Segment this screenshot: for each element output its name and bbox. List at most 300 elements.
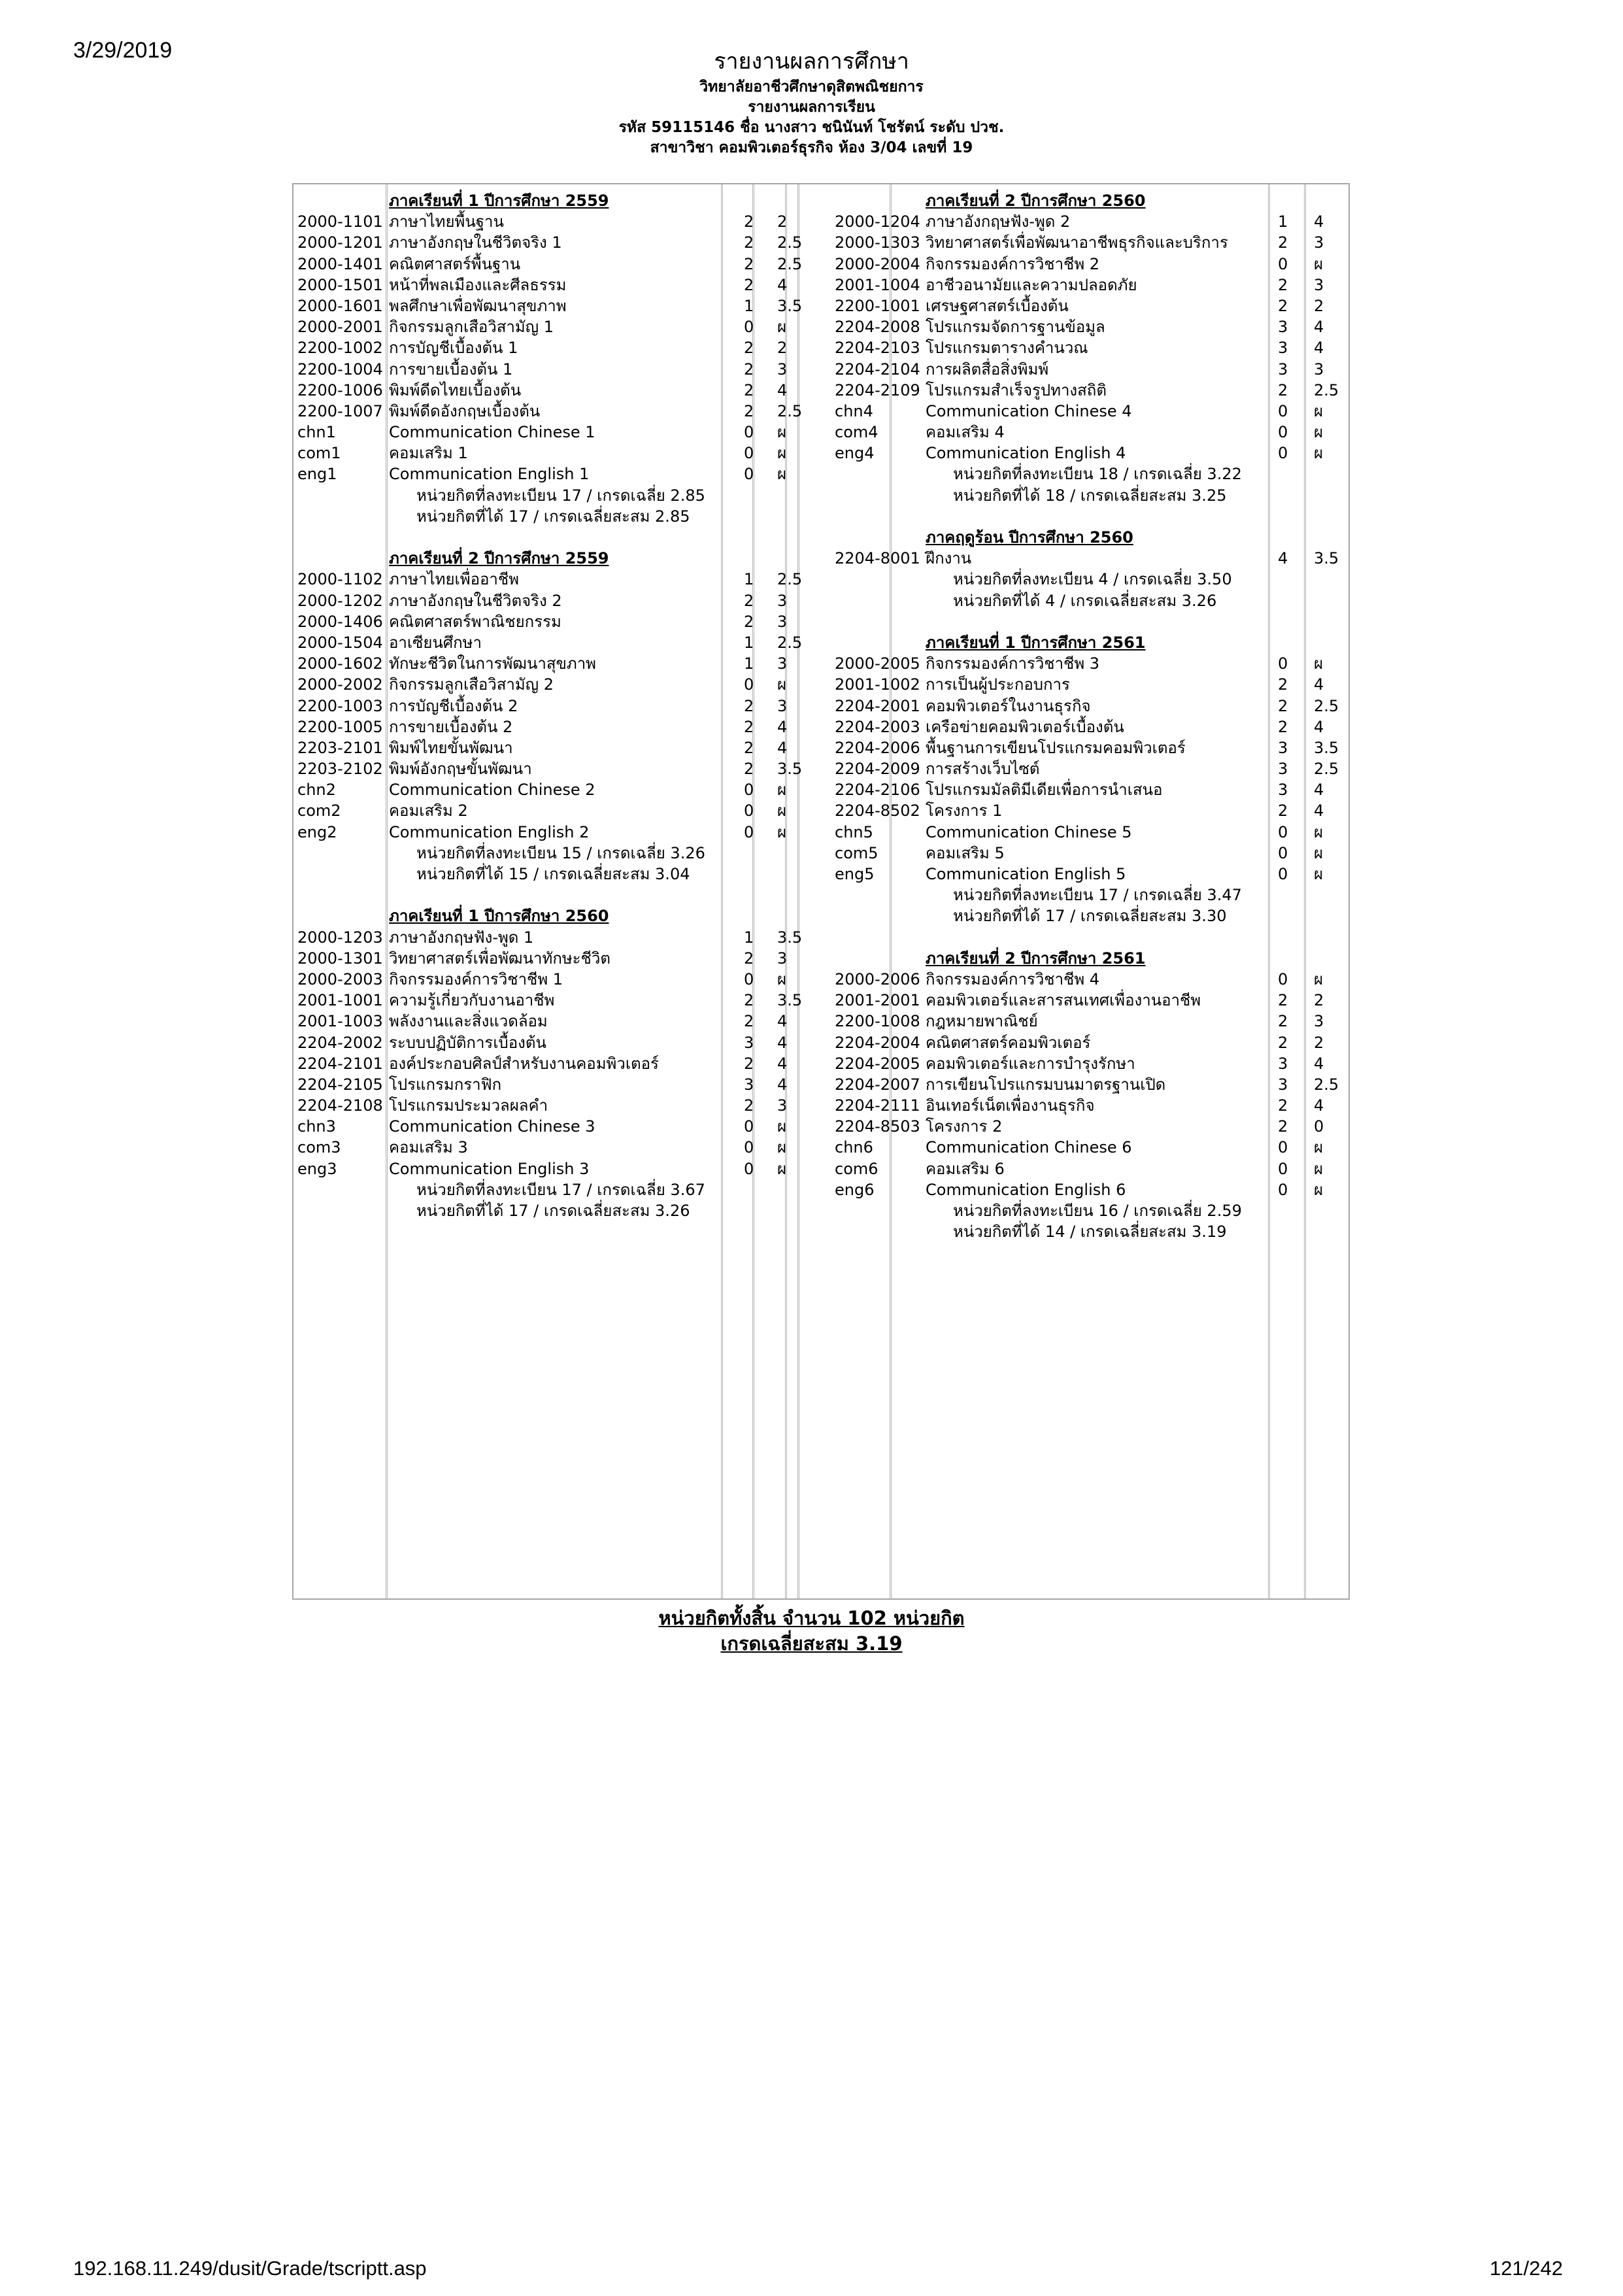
course-grade: 4	[1314, 212, 1324, 231]
course-row	[835, 1053, 1345, 1074]
course-name: พิมพ์ไทยขั้นพัฒนา	[389, 738, 513, 757]
course-grade: 2.5	[1314, 696, 1339, 715]
course-code: eng2	[297, 822, 337, 841]
course-grade: 2.5	[777, 401, 803, 420]
course-grade: 4	[777, 1075, 788, 1094]
course-credit: 2	[744, 401, 754, 420]
course-code: 2000-1406	[297, 612, 383, 631]
semester-title: ภาคเรียนที่ 2 ปีการศึกษา 2560	[926, 192, 1146, 210]
course-name: ภาษาอังกฤษในชีวิตจริง 1	[389, 233, 562, 252]
course-credit: 1	[744, 633, 754, 652]
course-name: คณิตศาสตร์พาณิชยกรรม	[389, 612, 561, 631]
course-grade: 4	[777, 738, 788, 757]
student-line: รหัส 59115146 ชื่อ นางสาว ชนินันท์ โชรัตน์ ระดับ ปวช.	[618, 119, 1005, 136]
transcript-left-column	[297, 190, 807, 1221]
course-name: คณิตศาสตร์คอมพิวเตอร์	[926, 1033, 1091, 1052]
course-name: คอมพิวเตอร์และการบำรุงรักษา	[926, 1054, 1135, 1073]
course-code: 2000-2002	[297, 675, 383, 694]
course-credit: 2	[744, 275, 754, 294]
course-credit: 2	[744, 760, 754, 779]
course-grade: ผ	[1314, 654, 1324, 673]
course-grade: 3	[777, 612, 788, 631]
course-name: พิมพ์ดีดอังกฤษเบื้องต้น	[389, 401, 541, 420]
course-row	[297, 590, 807, 611]
course-grade: 2.5	[1314, 380, 1339, 399]
course-code: 2204-2008	[835, 318, 920, 337]
course-credit: 0	[744, 423, 754, 442]
course-name: การเขียนโปรแกรมบนมาตรฐานเปิด	[926, 1075, 1166, 1094]
course-row	[835, 1032, 1345, 1053]
semester-header	[835, 632, 1345, 653]
course-row	[835, 737, 1345, 758]
course-name: ฝึกงาน	[926, 549, 972, 568]
course-name: อินเทอร์เน็ตเพื่องานธุรกิจ	[926, 1096, 1095, 1115]
course-row	[835, 1011, 1345, 1032]
course-name: Communication Chinese 5	[926, 822, 1132, 841]
summary-text: หน่วยกิตที่ลงทะเบียน 17 / เกรดเฉลี่ย 3.47	[953, 886, 1242, 905]
cumulative-gpa: เกรดเฉลี่ยสะสม 3.19	[720, 1632, 903, 1655]
semester-header	[297, 548, 807, 569]
course-name: Communication English 6	[926, 1180, 1126, 1199]
spacer-row	[835, 506, 1345, 527]
course-row	[297, 316, 807, 337]
course-credit: 0	[1278, 1138, 1288, 1157]
course-grade: 3	[777, 696, 788, 715]
course-credit: 0	[1278, 822, 1288, 841]
course-credit: 2	[1278, 1012, 1288, 1031]
course-name: การบัญชีเบื้องต้น 1	[389, 339, 518, 358]
course-row	[297, 927, 807, 948]
course-row	[835, 1158, 1345, 1179]
course-row	[835, 380, 1345, 401]
course-grade: 3.5	[1314, 738, 1339, 757]
course-grade: 2.5	[777, 254, 803, 273]
course-row	[835, 758, 1345, 779]
course-credit: 0	[744, 465, 754, 484]
course-grade: ผ	[1314, 1138, 1324, 1157]
course-row	[297, 275, 807, 295]
course-grade: 4	[777, 1033, 788, 1052]
course-grade: ผ	[777, 970, 787, 988]
course-name: ภาษาไทยเพื่ออาชีพ	[389, 570, 519, 589]
course-code: 2200-1007	[297, 401, 383, 420]
spacer-row	[297, 527, 807, 548]
course-code: eng6	[835, 1180, 875, 1199]
course-credit: 0	[1278, 654, 1288, 673]
semester-title: ภาคเรียนที่ 1 ปีการศึกษา 2559	[389, 192, 609, 210]
course-row	[297, 696, 807, 717]
course-code: 2000-2005	[835, 654, 920, 673]
course-name: คอมเสริม 4	[926, 423, 1005, 442]
course-credit: 4	[1278, 549, 1288, 568]
course-name: การสร้างเว็บไซต์	[926, 760, 1040, 779]
course-credit: 3	[1278, 781, 1288, 800]
summary-text: หน่วยกิตที่ได้ 17 / เกรดเฉลี่ยสะสม 3.30	[953, 907, 1227, 926]
course-name: ภาษาไทยพื้นฐาน	[389, 212, 504, 231]
course-name: Communication English 5	[926, 865, 1126, 883]
course-code: com2	[297, 802, 341, 820]
course-grade: 4	[777, 1012, 788, 1031]
course-code: com5	[835, 843, 878, 862]
course-grade: ผ	[777, 423, 787, 442]
course-name: ภาษาอังกฤษฟัง-พูด 2	[926, 212, 1071, 231]
course-name: โครงการ 2	[926, 1117, 1003, 1136]
semester-summary	[297, 485, 807, 506]
course-name: ภาษาอังกฤษในชีวิตจริง 2	[389, 591, 562, 610]
course-credit: 1	[744, 296, 754, 315]
course-row	[835, 779, 1345, 800]
course-row	[297, 822, 807, 843]
course-code: 2001-1004	[835, 275, 920, 294]
course-row	[297, 674, 807, 695]
summary-text: หน่วยกิตที่ได้ 18 / เกรดเฉลี่ยสะสม 3.25	[953, 486, 1227, 505]
course-grade: 4	[777, 380, 788, 399]
course-name: ระบบปฏิบัติการเบื้องต้น	[389, 1033, 546, 1052]
course-credit: 2	[1278, 696, 1288, 715]
course-grade: 3.5	[1314, 549, 1339, 568]
school-name: วิทยาลัยอาชีวศึกษาดุสิตพณิชยการ	[699, 78, 924, 95]
course-credit: 2	[1278, 233, 1288, 252]
course-grade: 3	[1314, 1012, 1324, 1031]
course-code: 2200-1006	[297, 380, 383, 399]
semester-header	[835, 948, 1345, 969]
course-name: พลังงานและสิ่งแวดล้อม	[389, 1012, 548, 1031]
course-credit: 2	[744, 612, 754, 631]
course-credit: 2	[1278, 275, 1288, 294]
course-name: อาเซียนศึกษา	[389, 633, 482, 652]
course-code: 2000-1102	[297, 570, 383, 589]
print-date: 3/29/2019	[73, 38, 173, 63]
spacer-row	[835, 611, 1345, 632]
course-row	[835, 1116, 1345, 1137]
course-grade: ผ	[1314, 822, 1324, 841]
summary-text: หน่วยกิตที่ได้ 17 / เกรดเฉลี่ยสะสม 3.26	[416, 1202, 690, 1220]
course-grade: 3	[777, 591, 788, 610]
semester-summary	[835, 885, 1345, 905]
course-row	[835, 422, 1345, 443]
course-code: com1	[297, 444, 341, 463]
course-row	[835, 443, 1345, 464]
course-name: การเป็นผู้ประกอบการ	[926, 675, 1070, 694]
course-credit: 2	[744, 1096, 754, 1115]
course-row	[297, 717, 807, 737]
course-code: com6	[835, 1159, 878, 1178]
course-name: กิจกรรมองค์การวิชาชีพ 3	[926, 654, 1100, 673]
course-code: 2000-1601	[297, 296, 383, 315]
course-grade: 3	[777, 654, 788, 673]
course-code: chn5	[835, 822, 873, 841]
semester-summary	[835, 464, 1345, 484]
course-name: Communication Chinese 3	[389, 1117, 595, 1136]
summary-text: หน่วยกิตที่ลงทะเบียน 15 / เกรดเฉลี่ย 3.26	[416, 843, 705, 862]
course-code: 2204-8502	[835, 802, 920, 820]
course-credit: 2	[1278, 802, 1288, 820]
course-grade: ผ	[777, 1138, 787, 1157]
summary-text: หน่วยกิตที่ลงทะเบียน 17 / เกรดเฉลี่ย 2.85	[416, 486, 705, 505]
course-credit: 3	[1278, 1075, 1288, 1094]
course-code: 2200-1003	[297, 696, 383, 715]
course-row	[835, 822, 1345, 843]
course-grade: ผ	[777, 822, 787, 841]
spacer-row	[297, 885, 807, 905]
course-code: 2000-1101	[297, 212, 383, 231]
course-row	[297, 254, 807, 275]
course-name: การบัญชีเบื้องต้น 2	[389, 696, 518, 715]
course-grade: 3	[1314, 275, 1324, 294]
course-grade: 0	[1314, 1117, 1324, 1136]
total-credits: หน่วยกิตทั้งสิ้น จำนวน 102 หน่วยกิต	[658, 1607, 965, 1629]
course-code: 2000-2003	[297, 970, 383, 988]
course-name: คอมพิวเตอร์และสารสนเทศเพื่องานอาชีพ	[926, 991, 1201, 1010]
course-row	[835, 990, 1345, 1011]
course-credit: 0	[744, 1117, 754, 1136]
course-credit: 2	[1278, 380, 1288, 399]
course-credit: 1	[744, 570, 754, 589]
course-row	[835, 969, 1345, 990]
course-credit: 3	[1278, 1054, 1288, 1073]
course-credit: 0	[744, 318, 754, 337]
course-code: 2001-1003	[297, 1012, 383, 1031]
course-credit: 1	[744, 928, 754, 947]
summary-text: หน่วยกิตที่ได้ 14 / เกรดเฉลี่ยสะสม 3.19	[953, 1223, 1227, 1241]
course-grade: 2.5	[1314, 1075, 1339, 1094]
course-name: คอมพิวเตอร์ในงานธุรกิจ	[926, 696, 1091, 715]
course-row	[835, 1074, 1345, 1095]
course-row	[297, 1011, 807, 1032]
course-credit: 0	[1278, 1180, 1288, 1199]
course-credit: 1	[1278, 212, 1288, 231]
course-grade: 4	[1314, 1054, 1324, 1073]
course-name: พลศึกษาเพื่อพัฒนาสุขภาพ	[389, 296, 567, 315]
course-code: 2001-1002	[835, 675, 920, 694]
course-credit: 0	[1278, 970, 1288, 988]
course-grade: ผ	[1314, 423, 1324, 442]
course-code: 2204-2104	[835, 360, 920, 379]
course-row	[297, 1074, 807, 1095]
course-name: การขายเบื้องต้น 1	[389, 360, 513, 379]
course-credit: 2	[744, 696, 754, 715]
course-code: 2001-2001	[835, 991, 920, 1010]
course-name: Communication English 2	[389, 822, 590, 841]
page-number: 121/242	[1489, 2257, 1563, 2280]
summary-text: หน่วยกิตที่ได้ 15 / เกรดเฉลี่ยสะสม 3.04	[416, 865, 690, 883]
course-credit: 3	[1278, 318, 1288, 337]
course-grade: 4	[1314, 339, 1324, 358]
course-code: 2204-8001	[835, 549, 920, 568]
course-name: โปรแกรมจัดการฐานข้อมูล	[926, 318, 1105, 337]
course-grade: ผ	[777, 1117, 787, 1136]
course-credit: 1	[744, 654, 754, 673]
course-code: 2204-2001	[835, 696, 920, 715]
course-grade: 2	[1314, 991, 1324, 1010]
course-credit: 0	[1278, 423, 1288, 442]
semester-summary	[835, 1200, 1345, 1221]
course-name: เศรษฐศาสตร์เบื้องต้น	[926, 296, 1069, 315]
course-code: com4	[835, 423, 878, 442]
course-grade: 2.5	[1314, 760, 1339, 779]
course-row	[835, 696, 1345, 717]
course-grade: 4	[1314, 1096, 1324, 1115]
course-grade: 2	[777, 339, 788, 358]
course-credit: 2	[1278, 296, 1288, 315]
course-credit: 0	[1278, 401, 1288, 420]
course-name: โปรแกรมตารางคำนวณ	[926, 339, 1088, 358]
course-row	[297, 779, 807, 800]
course-name: คอมเสริม 3	[389, 1138, 468, 1157]
course-name: หน้าที่พลเมืองและศีลธรรม	[389, 275, 567, 294]
semester-title: ภาคเรียนที่ 2 ปีการศึกษา 2561	[926, 949, 1146, 968]
summary-text: หน่วยกิตที่ลงทะเบียน 4 / เกรดเฉลี่ย 3.50	[953, 570, 1232, 589]
course-code: 2203-2102	[297, 760, 383, 779]
course-name: ภาษาอังกฤษฟัง-พูด 1	[389, 928, 534, 947]
course-code: 2203-2101	[297, 738, 383, 757]
course-grade: ผ	[1314, 843, 1324, 862]
course-row	[297, 232, 807, 253]
course-row	[835, 674, 1345, 695]
course-code: eng5	[835, 865, 875, 883]
course-credit: 2	[1278, 717, 1288, 736]
course-code: 2000-2004	[835, 254, 920, 273]
course-grade: 4	[777, 1054, 788, 1073]
course-credit: 2	[744, 339, 754, 358]
course-credit: 0	[1278, 843, 1288, 862]
course-name: โปรแกรมสำเร็จรูปทางสถิติ	[926, 380, 1107, 399]
course-code: 2000-1504	[297, 633, 383, 652]
course-row	[835, 843, 1345, 864]
course-grade: 3.5	[777, 928, 803, 947]
course-row	[297, 969, 807, 990]
course-grade: 2.5	[777, 570, 803, 589]
course-name: คอมเสริม 5	[926, 843, 1005, 862]
course-name: ความรู้เกี่ยวกับงานอาชีพ	[389, 991, 555, 1010]
course-credit: 2	[1278, 675, 1288, 694]
page-title: รายงานผลการศึกษา	[714, 48, 909, 75]
course-code: 2000-2006	[835, 970, 920, 988]
course-grade: ผ	[777, 675, 787, 694]
course-grade: 3	[777, 1096, 788, 1115]
course-grade: 4	[1314, 318, 1324, 337]
course-row	[835, 316, 1345, 337]
course-grade: 4	[1314, 717, 1324, 736]
transcript-totals	[0, 1606, 1623, 1657]
course-row	[297, 337, 807, 358]
course-name: Communication English 3	[389, 1159, 590, 1178]
course-name: กิจกรรมองค์การวิชาชีพ 2	[926, 254, 1100, 273]
semester-summary	[297, 1179, 807, 1200]
course-credit: 3	[1278, 360, 1288, 379]
course-grade: 2	[1314, 296, 1324, 315]
course-name: โปรแกรมมัลติมีเดียเพื่อการนำเสนอ	[926, 781, 1163, 800]
semester-title: ภาคเรียนที่ 1 ปีการศึกษา 2561	[926, 633, 1146, 652]
course-row	[835, 1179, 1345, 1200]
course-grade: ผ	[1314, 1159, 1324, 1178]
course-name: กิจกรรมลูกเสือวิสามัญ 1	[389, 318, 554, 337]
course-credit: 2	[1278, 1117, 1288, 1136]
course-credit: 2	[1278, 991, 1288, 1010]
course-row	[297, 1116, 807, 1137]
course-code: 2204-2108	[297, 1096, 383, 1115]
course-grade: 2	[777, 212, 788, 231]
course-credit: 0	[744, 1159, 754, 1178]
course-credit: 3	[744, 1075, 754, 1094]
course-credit: 2	[744, 949, 754, 968]
course-name: พิมพ์อังกฤษขั้นพัฒนา	[389, 760, 532, 779]
course-name: โปรแกรมกราฟิก	[389, 1075, 502, 1094]
course-name: คอมเสริม 1	[389, 444, 468, 463]
course-code: 2000-2001	[297, 318, 383, 337]
course-code: chn4	[835, 401, 873, 420]
course-credit: 2	[744, 1054, 754, 1073]
course-credit: 0	[1278, 444, 1288, 463]
course-code: 2204-2106	[835, 781, 920, 800]
course-grade: ผ	[777, 802, 787, 820]
course-row	[297, 211, 807, 232]
course-grade: ผ	[1314, 970, 1324, 988]
course-row	[297, 632, 807, 653]
course-name: คอมเสริม 6	[926, 1159, 1005, 1178]
course-row	[835, 254, 1345, 275]
course-credit: 0	[744, 1138, 754, 1157]
course-code: 2204-2111	[835, 1096, 920, 1115]
course-credit: 3	[1278, 760, 1288, 779]
course-grade: 3.5	[777, 991, 803, 1010]
course-row	[297, 359, 807, 380]
semester-summary	[835, 569, 1345, 590]
course-name: กฎหมายพาณิชย์	[926, 1012, 1038, 1031]
course-name: เครือข่ายคอมพิวเตอร์เบื้องต้น	[926, 717, 1124, 736]
course-code: 2204-2003	[835, 717, 920, 736]
transcript-right-column	[835, 190, 1345, 1242]
course-credit: 2	[1278, 1033, 1288, 1052]
course-row	[297, 1095, 807, 1116]
course-code: 2204-2009	[835, 760, 920, 779]
semester-header	[297, 190, 807, 211]
course-code: 2200-1001	[835, 296, 920, 315]
page-url: 192.168.11.249/dusit/Grade/tscriptt.asp	[73, 2257, 427, 2280]
course-row	[297, 295, 807, 316]
course-name: โปรแกรมประมวลผลคำ	[389, 1096, 548, 1115]
course-grade: ผ	[777, 444, 787, 463]
course-row	[297, 800, 807, 821]
course-row	[297, 569, 807, 590]
course-code: 2204-2004	[835, 1033, 920, 1052]
course-grade: 2.5	[777, 633, 803, 652]
course-credit: 2	[1278, 1096, 1288, 1115]
course-credit: 2	[744, 738, 754, 757]
semester-header	[835, 190, 1345, 211]
course-row	[297, 443, 807, 464]
summary-text: หน่วยกิตที่ลงทะเบียน 18 / เกรดเฉลี่ย 3.22	[953, 465, 1242, 484]
course-code: 2204-8503	[835, 1117, 920, 1136]
course-code: eng1	[297, 465, 337, 484]
course-code: chn2	[297, 781, 336, 800]
course-row	[835, 359, 1345, 380]
course-grade: ผ	[1314, 254, 1324, 273]
course-row	[835, 800, 1345, 821]
course-name: องค์ประกอบศิลป์สำหรับงานคอมพิวเตอร์	[389, 1054, 659, 1073]
course-grade: 2	[1314, 1033, 1324, 1052]
course-name: คอมเสริม 2	[389, 802, 468, 820]
course-grade: 3.5	[777, 296, 803, 315]
course-name: ทักษะชีวิตในการพัฒนาสุขภาพ	[389, 654, 596, 673]
course-grade: 3.5	[777, 760, 803, 779]
course-credit: 0	[744, 675, 754, 694]
course-name: Communication English 4	[926, 444, 1126, 463]
course-grade: ผ	[777, 318, 787, 337]
course-name: พิมพ์ดีดไทยเบื้องต้น	[389, 380, 522, 399]
course-grade: 3	[777, 360, 788, 379]
course-row	[297, 1032, 807, 1053]
